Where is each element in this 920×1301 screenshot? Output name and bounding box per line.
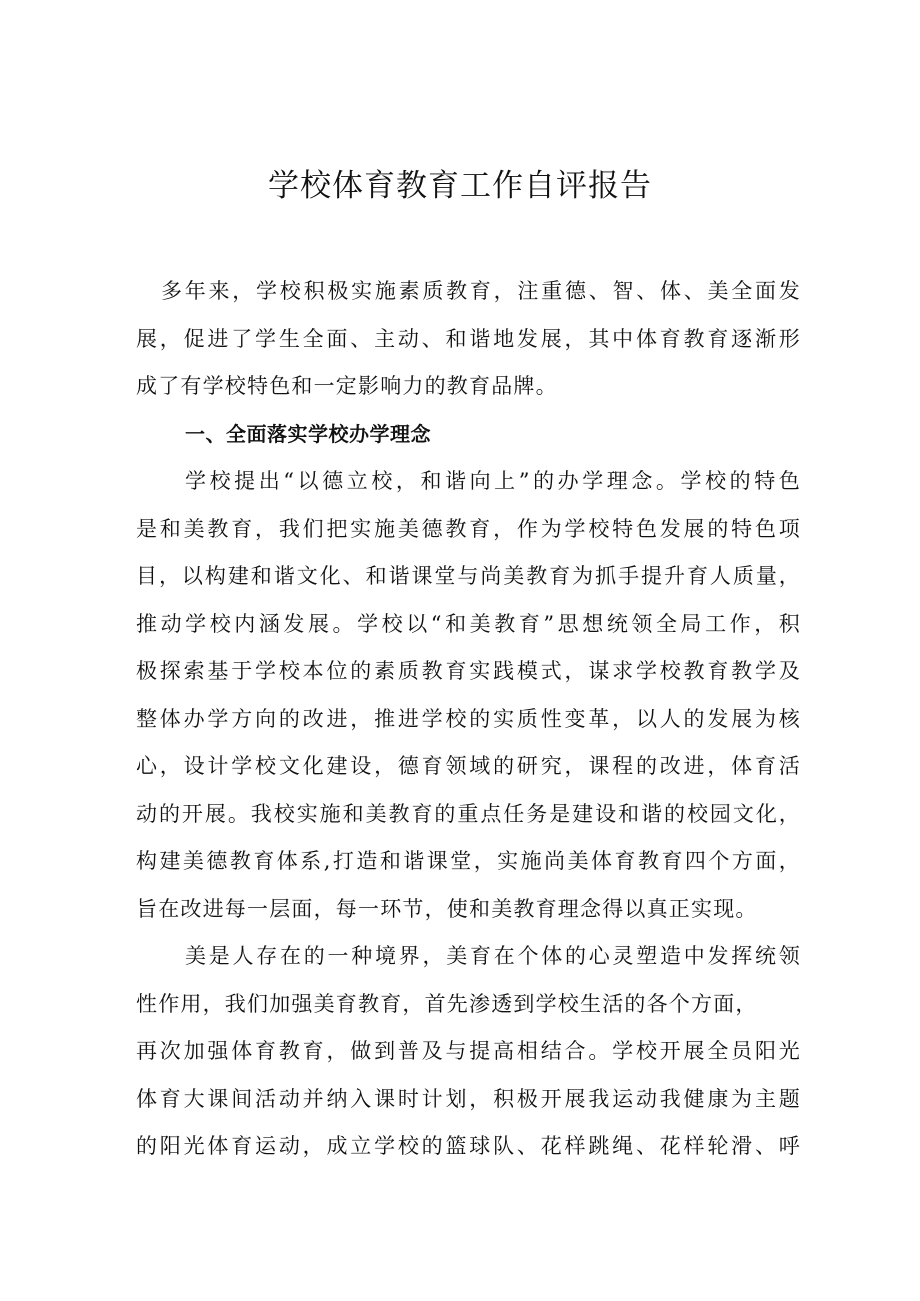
paragraph-line: 性作用，我们加强美育教育，首先渗透到学校生活的各个方面，	[136, 991, 758, 1016]
paragraph-line: 展，促进了学生全面、主动、和谐地发展，其中体育教育逐渐形	[136, 326, 801, 351]
paragraph-line: 是和美教育，我们把实施美德教育，作为学校特色发展的特色项	[136, 516, 801, 541]
paragraph-line: 旨在改进每一层面，每一环节，使和美教育理念得以真正实现。	[136, 896, 758, 921]
paragraph-line: 学校提出“以德立校，和谐向上”的办学理念。学校的特色	[185, 469, 801, 493]
paragraph-line: 成了有学校特色和一定影响力的教育品牌。	[136, 374, 558, 398]
paragraph-line: 体育大课间活动并纳入课时计划，积极开展我运动我健康为主题	[136, 1086, 801, 1111]
document-body	[136, 268, 801, 1171]
paragraph-line: 推动学校内涵发展。学校以“和美教育”思想统领全局工作，积	[136, 611, 801, 636]
paragraph-line: 构建美德教育体系,打造和谐课堂，实施尚美体育教育四个方面，	[136, 849, 801, 873]
paragraph-line: 动的开展。我校实施和美教育的重点任务是建设和谐的校园文化，	[136, 801, 801, 826]
paragraph-line: 多年来，学校积极实施素质教育，注重德、智、体、美全面发	[161, 279, 801, 303]
paragraph-line: 再次加强体育教育，做到普及与提高相结合。学校开展全员阳光	[136, 1039, 801, 1063]
paragraph-line: 目，以构建和谐文化、和谐课堂与尚美教育为抓手提升育人质量，	[136, 564, 801, 588]
paragraph-line: 的阳光体育运动，成立学校的篮球队、花样跳绳、花样轮滑、呼	[136, 1134, 801, 1158]
paragraph-line: 美是人存在的一种境界，美育在个体的心灵塑造中发挥统领	[185, 944, 801, 968]
document-title: 学校体育教育工作自评报告	[268, 168, 652, 204]
section-heading: 一、全面落实学校办学理念	[185, 421, 431, 446]
paragraph-line: 心，设计学校文化建设，德育领域的研究，课程的改进，体育活	[136, 754, 801, 778]
paragraph-line: 极探索基于学校本位的素质教育实践模式，谋求学校教育教学及	[136, 659, 801, 683]
paragraph-line: 整体办学方向的改进，推进学校的实质性变革，以人的发展为核	[136, 706, 801, 731]
